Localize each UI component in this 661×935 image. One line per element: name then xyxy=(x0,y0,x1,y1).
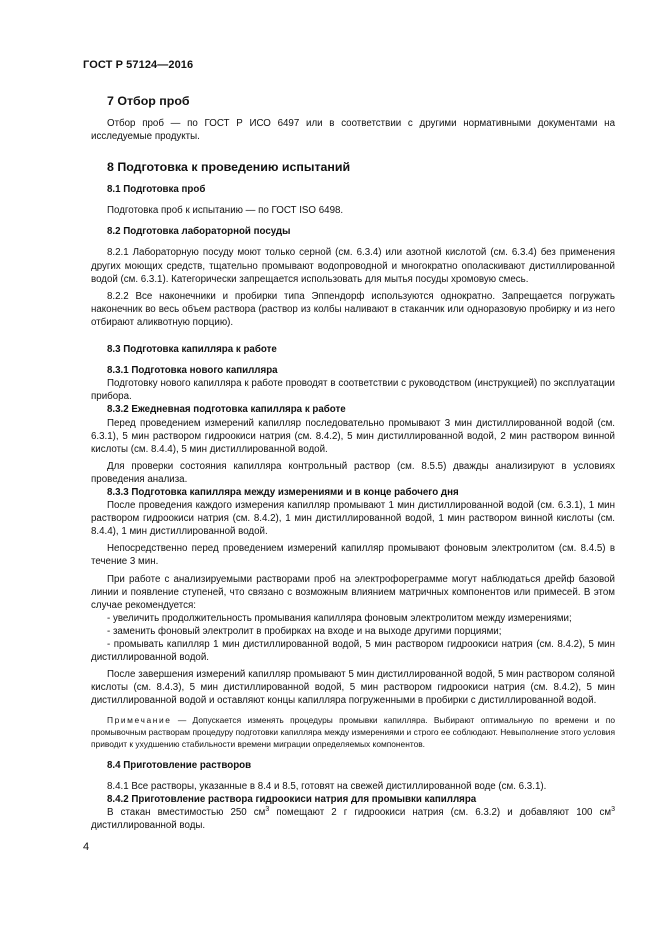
list-item: - увеличить продолжительность промывания капилляра фоновым электролитом между измерениями; xyxy=(107,612,572,624)
section-8-3-3-text-3: При работе с анализируемыми растворами проб на электрофореграмме могут наблюдаться дрейф базовой линии и появление ступеней, что связано с возможным влиянием матричных компонентов или примесей. В этом случае рекомендуется: xyxy=(91,573,615,611)
section-8-3-3-text-1: После проведения каждого измерения капилляр промывают 1 мин дистиллированной водой (см. 6.3.1), 1 мин раствором гидроокиси натрия (см. 8.4.2), 1 мин дистиллированной водой, 1 мин раствором винной кислоты (см. 8.4.4), 1 мин дистиллированной водой. xyxy=(91,500,615,538)
text-run: дистиллированной воды. xyxy=(91,820,206,832)
section-8-3-title: 8.3 Подготовка капилляра к работе xyxy=(107,344,277,356)
section-8-2-title: 8.2 Подготовка лабораторной посуды xyxy=(107,226,291,238)
document-header: ГОСТ Р 57124—2016 xyxy=(83,59,194,71)
superscript: 3 xyxy=(611,806,616,814)
list-item: - заменить фоновый электролит в пробирках на входе и на выходе другими порциями; xyxy=(107,625,502,637)
note-label: Примечание xyxy=(107,715,172,726)
text-run: помещают 2 г гидроокиси натрия (см. 6.3.2) и добавляют 100 см xyxy=(269,807,612,819)
section-8-3-3-text-4: После завершения измерений капилляр промывают 5 мин дистиллированной водой, 5 мин раствором соляной кислоты (см. 8.4.3), 5 мин дистиллированной водой, 5 мин раствором гидроокиси натрия (см. 8.4.2), 5 мин дистиллированной водой и оставляют концы капилляра погруженными в пробирки с дистиллированной водой. xyxy=(91,669,615,707)
section-8-2-1-text: 8.2.1 Лабораторную посуду моют только серной (см. 6.3.4) или азотной кислотой (см. 6.3.4) без применения других моющих средств, тщательно промывают водопроводной и многократно ополаскивают дистиллированной водой (см. 6.3.1). Категорически запрещается использовать для мытья посуды хромовую смесь. xyxy=(91,247,615,285)
section-8-3-2-title: 8.3.2 Ежедневная подготовка капилляра к работе xyxy=(107,404,346,416)
section-8-2-2-text: 8.2.2 Все наконечники и пробирки типа Эппендорф используются однократно. Запрещается погружать наконечник во весь объем раствора (раствор из колбы наливают в стаканчик или одноразовую пробирку и из него отбирают аликвотную порцию). xyxy=(91,290,615,328)
section-8-title: 8 Подготовка к проведению испытаний xyxy=(107,160,351,175)
text-run: В стакан вместимостью 250 см xyxy=(107,807,266,819)
section-8-1-title: 8.1 Подготовка проб xyxy=(107,184,206,196)
section-8-4-2-text xyxy=(91,806,615,832)
section-7-title: 7 Отбор проб xyxy=(107,94,190,108)
superscript: 3 xyxy=(265,806,270,814)
section-7-text: Отбор проб — по ГОСТ Р ИСО 6497 или в соответствии с другими нормативными документами на исследуемые продукты. xyxy=(91,118,615,143)
section-8-3-3-title: 8.3.3 Подготовка капилляра между измерениями и в конце рабочего дня xyxy=(107,486,459,498)
section-8-1-text: Подготовка проб к испытанию — по ГОСТ ISO 6498. xyxy=(107,205,344,217)
note xyxy=(91,715,615,750)
page-number: 4 xyxy=(83,841,90,853)
section-8-3-2-text-1: Перед проведением измерений капилляр последовательно промывают 3 мин дистиллированной водой (см. 6.3.1), 5 мин раствором гидроокиси натрия (см. 8.4.2), 5 мин дистиллированной водой, 2 мин раствором винной кислоты (см. 8.4.4), 5 мин дистиллированной водой. xyxy=(91,417,615,455)
page-content xyxy=(91,93,615,832)
section-8-3-2-text-2: Для проверки состояния капилляра контрольный раствор (см. 8.5.5) дважды анализируют в условиях проведения анализа. xyxy=(91,460,615,485)
section-8-4-1-text: 8.4.1 Все растворы, указанные в 8.4 и 8.5, готовят на свежей дистиллированной воде (см. 6.3.1). xyxy=(107,780,547,792)
section-8-3-1-title: 8.3.1 Подготовка нового капилляра xyxy=(107,365,278,377)
section-8-4-title: 8.4 Приготовление растворов xyxy=(107,759,252,771)
list-item: - промывать капилляр 1 мин дистиллированной водой, 5 мин раствором гидроокиси натрия (см. 8.4.2), 5 мин дистиллированной водой. xyxy=(91,639,615,664)
section-8-3-3-text-2: Непосредственно перед проведением измерений капилляр промывают фоновым электролитом (см. 8.4.5) в течение 3 мин. xyxy=(91,543,615,568)
section-8-3-1-text: Подготовку нового капилляра к работе проводят в соответствии с руководством (инструкцией) по эксплуатации прибора. xyxy=(91,378,615,403)
note-text: — Допускается изменять процедуры промывки капилляра. Выбирают оптимальную по времени и по промывочным растворам процедуру подготовки капилляра между измерениями и строго ее соблюдают. Невыполнение этого условия приводит к ухудшению стабильности времени миграции определяемых компонентов. xyxy=(91,715,615,750)
section-8-4-2-title: 8.4.2 Приготовление раствора гидроокиси натрия для промывки капилляра xyxy=(107,794,477,806)
